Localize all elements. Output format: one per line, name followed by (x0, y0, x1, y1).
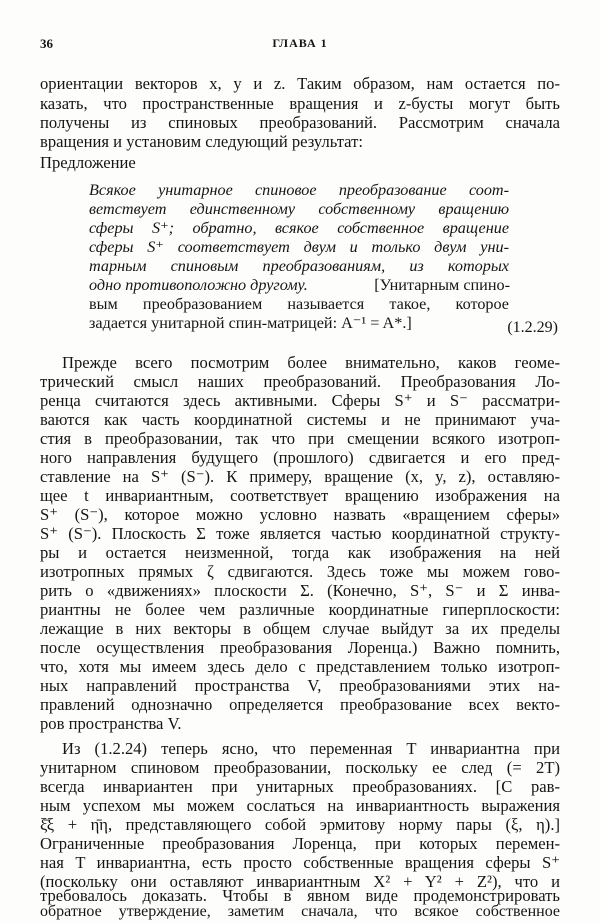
text-line: требовалось доказать. Чтобы в явном виде продемонстрировать (40, 886, 560, 905)
text-line: Прежде всего посмотрим более внимательно, каков геоме- (62, 353, 560, 372)
proposition-line: сферы S⁺ соответствует двум и только двум уни- (89, 238, 509, 256)
text-line: ная T инвариантна, есть просто собственные вращения сферы S⁺ (40, 853, 560, 872)
text-line: ставление на S⁺ (S⁻). К примеру, вращение (x, y, z), оставляю- (40, 467, 560, 486)
text-line: Из (1.2.24) теперь ясно, что переменная T инвариантна при (62, 739, 560, 758)
proposition-line: ветствует единственному собственному вращению (89, 200, 509, 218)
proposition-heading: Предложение (40, 153, 136, 172)
text-line: стия в преобразовании, так что при смещении всякого изотроп- (40, 429, 560, 448)
text-line: ных направлений пространства V, преобразованиями этих на- (40, 676, 560, 695)
text-line: ров пространства V. (40, 714, 182, 733)
page-number: 36 (40, 36, 53, 51)
proposition-line: сферы S⁺; обратно, всякое собственное вращение (89, 219, 509, 237)
text-line: обратное утверждение, заметим сначала, что всякое собственное (40, 903, 560, 920)
text-line: получены из спиновых преобразований. Рассмотрим сначала (40, 113, 560, 132)
proposition-line: тарным спиновым преобразованиям, из которых (89, 257, 509, 275)
text-line: трический смысл наших преобразований. Преобразования Ло- (40, 372, 560, 391)
text-line: после осуществления преобразования Лоренца.) Важно помнить, (40, 638, 560, 657)
proposition-note-line: вым преобразованием называется такое, которое (89, 295, 509, 313)
text-line: ваются как часть координатной системы и не принимают уча- (40, 410, 560, 429)
text-line: унитарном спиновом преобразовании, поскольку ее след (= 2T) (40, 758, 560, 777)
text-line: ориентации векторов x, y и z. Таким образом, нам остается по- (40, 74, 560, 93)
text-line: S⁺ (S⁻), которое можно условно назвать «вращением сферы» (40, 505, 560, 524)
text-line: казать, что пространственные вращения и z-бусты могут быть (40, 94, 560, 113)
text-line: ξ̄ξ + η̄η, представляющего собой эрмитову норму пары (ξ, η).] (40, 815, 560, 834)
proposition-line: одно противоположно другому. (89, 276, 308, 294)
chapter-title: ГЛАВА 1 (272, 36, 328, 50)
proposition-line: Всякое унитарное спиновое преобразование соот- (89, 181, 509, 199)
equation-number: (1.2.29) (507, 319, 558, 336)
text-line: ного направления будущего (прошлого) сдвигается и его пред- (40, 448, 560, 467)
text-line: лежащие в них векторы в общем случае выйдут за их пределы (40, 619, 560, 638)
text-line: щее t инвариантным, соответствует вращению изображения на (40, 486, 560, 505)
text-line: вращения и установим следующий результат: (40, 132, 363, 151)
text-line: ным успехом мы можем сослаться на инвариантность выражения (40, 796, 560, 815)
text-line: рить о «движениях» плоскости Σ. (Конечно, S⁺, S⁻ и Σ инва- (40, 581, 560, 600)
running-header (40, 36, 560, 56)
text-line: всегда инвариантен при унитарных преобразованиях. [С рав- (40, 777, 560, 796)
text-line: (поскольку они оставляют инвариантным X² + Y² + Z²), что и (40, 872, 560, 891)
text-line: что, хотя мы имеем здесь дело с представлением только изотроп- (40, 657, 560, 676)
text-line: изотропных прямых ζ сдвигаются. Здесь тоже мы можем гово- (40, 562, 560, 581)
text-line: Ограниченные преобразования Лоренца, при которых перемен- (40, 834, 560, 853)
text-line: S⁺ (S⁻). Плоскость Σ тоже является частью координатной структу- (40, 524, 560, 543)
text-line: ры и остается неизменной, тогда как изображения на ней (40, 543, 560, 562)
text-line: риантны не более чем различные координатные гиперплоскости: (40, 600, 560, 619)
proposition-note-line: задается унитарной спин-матрицей: A⁻¹ = A*.] (89, 314, 412, 332)
text-line: ренца считаются здесь активными. Сферы S⁺ и S⁻ рассматри- (40, 391, 560, 410)
proposition-note-line: [Унитарным спино- (374, 276, 510, 294)
text-line: правлений однозначно определяется преобразование всех векто- (40, 695, 560, 714)
